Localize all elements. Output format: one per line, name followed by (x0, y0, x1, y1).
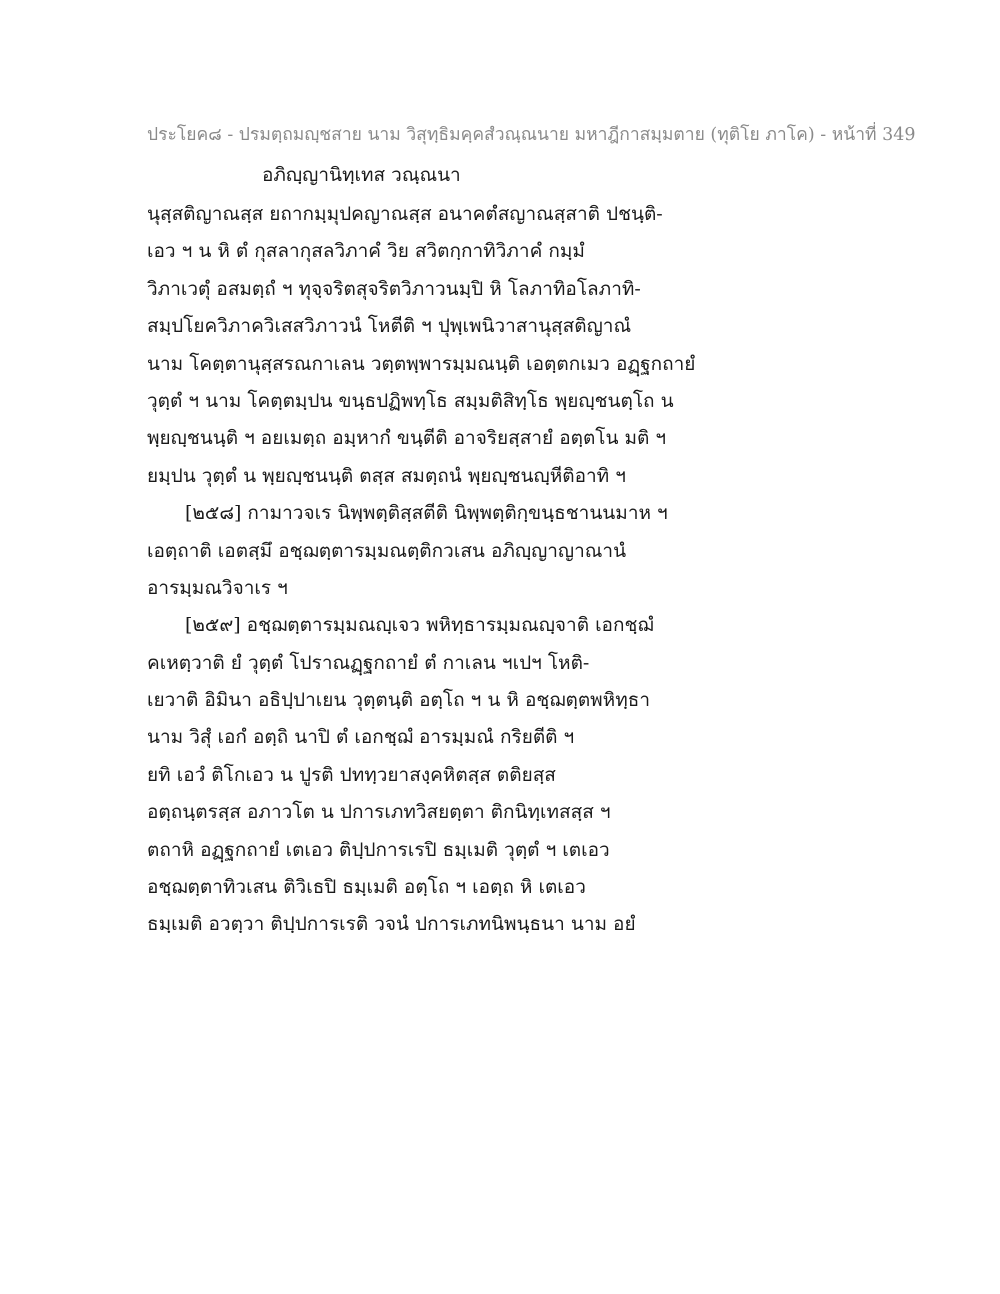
text-line: [๒๕๘] กามาวจเร นิพฺพตฺติสฺสตีติ นิพฺพตฺติกฺขนฺธชานนมาห ฯ (185, 502, 668, 525)
text-line: อตฺถนฺตรสฺส อภาวโต น ปการเภทวิสยตฺตา ติกนิทฺเทสสฺส ฯ (147, 801, 611, 824)
text-line: เอว ฯ น หิ ตํ กุสลากุสลวิภาคํ วิย สวิตกฺกาทิวิภาคํ กมฺมํ (147, 240, 585, 263)
text-line: สมฺปโยควิภาควิเสสวิภาวนํ โหตีติ ฯ ปุพฺเพนิวาสานุสฺสติญาณํ (147, 315, 632, 338)
text-line: ยทิ เอวํ ติโกเอว น ปูรติ ปททฺวยาสงฺคหิตสฺส ตติยสฺส (147, 763, 556, 786)
text-line: ธมฺเมติ อวตฺวา ติปฺปการเรติ วจนํ ปการเภทนิพนฺธนา นาม อยํ (147, 913, 636, 936)
text-line: อชฺฌตฺตาทิวเสน ติวิเธปิ ธมฺเมติ อตฺโถ ฯ เอตฺถ หิ เตเอว (147, 876, 586, 899)
text-line: พฺยญฺชนนฺติ ฯ อยเมตฺถ อมฺหากํ ขนฺตีติ อาจริยสฺสายํ อตฺตโน มติ ฯ (147, 427, 667, 450)
body-text (147, 196, 707, 944)
text-line: ยมฺปน วุตฺตํ น พฺยญฺชนนฺติ ตสฺส สมตฺถนํ พฺยญฺชนญฺหีติอาทิ ฯ (147, 464, 626, 487)
text-line: [๒๕๙] อชฺฌตฺตารมฺมณญฺเจว พหิทฺธารมฺมณญฺจาติ เอกชฺฌํ (185, 614, 654, 637)
text-line: เยวาติ อิมินา อธิปฺปาเยน วุตฺตนฺติ อตฺโถ ฯ น หิ อชฺฌตฺตพหิทฺธา (147, 689, 650, 712)
text-line: ตถาหิ อฏฺฐกถายํ เตเอว ติปฺปการเรปิ ธมฺเมติ วุตฺตํ ฯ เตเอว (147, 838, 610, 861)
section-title: อภิญฺญานิทฺเทส วณฺณนา (262, 164, 461, 186)
text-line: อารมฺมณวิจาเร ฯ (147, 576, 288, 599)
running-header: ประโยค๘ - ปรมตฺถมญฺชสาย นาม วิสุทฺธิมคฺคสํวณฺณนาย มหาฎีกาสมฺมตาย (ทุติโย ภาโค) - หน้าที่ 349 (147, 125, 916, 145)
text-line: คเหตฺวาติ ยํ วุตฺตํ โปราณฏฺฐกถายํ ตํ กาเลน ฯเปฯ โหติ- (147, 651, 590, 674)
text-line: นุสฺสติญาณสฺส ยถากมฺมุปคญาณสฺส อนาคตํสญาณสฺสาติ ปชนฺติ- (147, 203, 663, 225)
text-line: นาม วิสุํ เอกํ อตฺถิ นาปิ ตํ เอกชฺฌํ อารมฺมณํ กริยตีติ ฯ (147, 726, 575, 749)
text-line: วุตฺตํ ฯ นาม โคตฺตมฺปน ขนฺธปฏิพทฺโธ สมฺมติสิทฺโธ พฺยญฺชนตฺโถ น (147, 389, 674, 412)
text-line: นาม โคตฺตานุสฺสรณกาเลน วตฺตพฺพารมฺมณนฺติ เอตฺตกเมว อฏฺฐกถายํ (147, 352, 696, 375)
text-line: วิภาเวตุํ อสมตฺถํ ฯ ทุจฺจริตสุจริตวิภาวนมฺปิ หิ โลภาทิอโลภาทิ- (147, 277, 641, 300)
text-line: เอตฺถาติ เอตสฺมึ อชฺฌตฺตารมฺมณตฺติกวเสน อภิญฺญาญาณานํ (147, 539, 627, 562)
